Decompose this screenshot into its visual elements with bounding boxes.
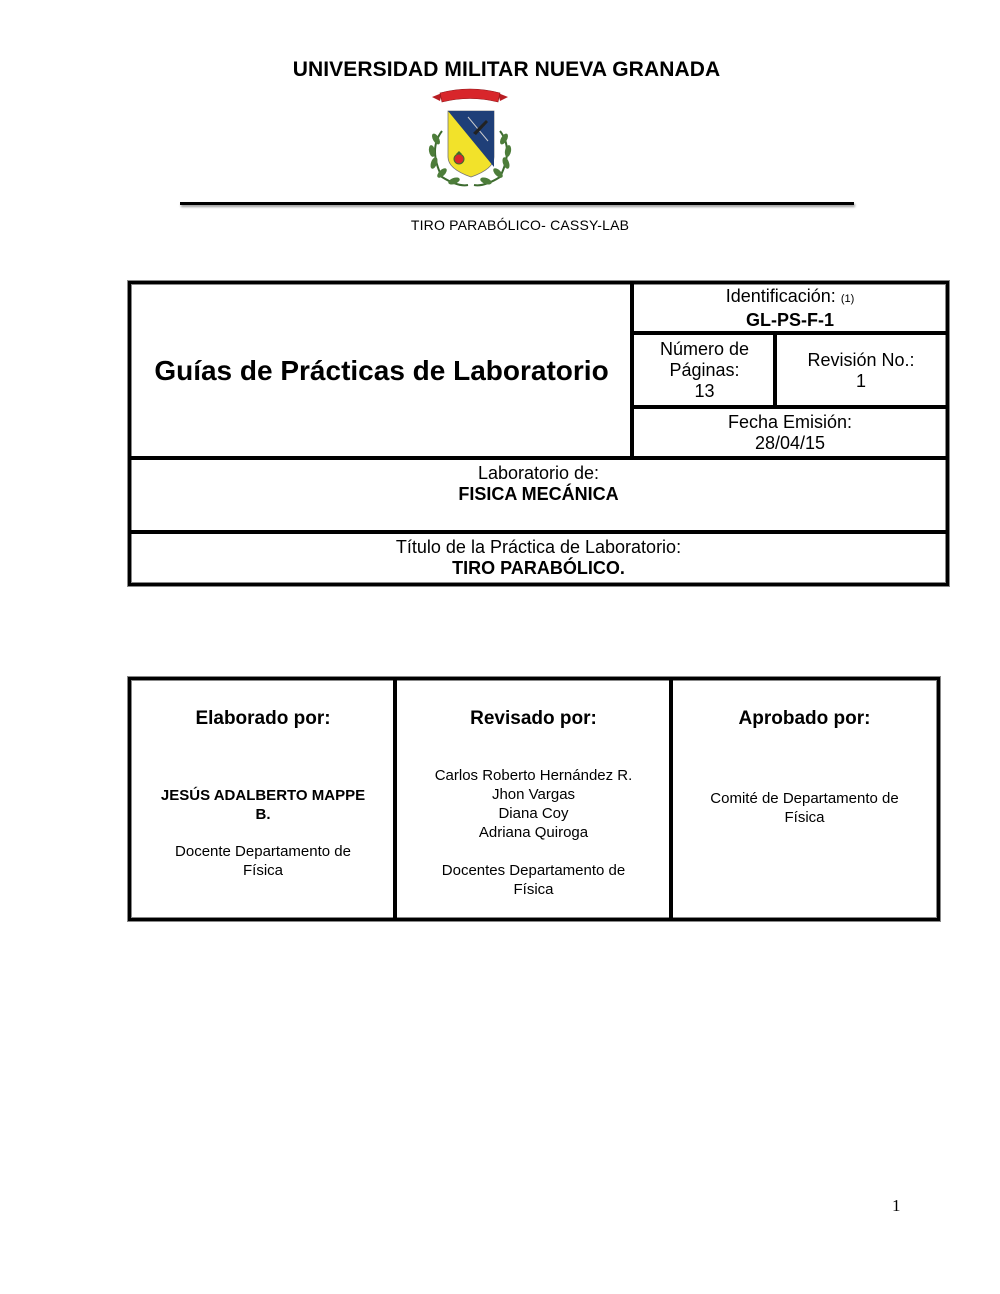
revisado-role-line2: Física <box>513 881 554 898</box>
divider <box>773 335 777 407</box>
aprobado-heading: Aprobado por: <box>738 708 871 729</box>
fecha-label: Fecha Emisión: <box>727 412 853 432</box>
elaborado-name-line1: JESÚS ADALBERTO MAPPE <box>160 787 366 804</box>
divider <box>630 284 634 458</box>
revision-cell <box>778 336 944 405</box>
main-title-cell <box>133 286 630 456</box>
revisado-name: Carlos Roberto Hernández R. <box>434 767 633 784</box>
revisado-name: Diana Coy <box>498 805 569 822</box>
divider <box>669 680 673 918</box>
laboratorio-cell <box>133 461 944 530</box>
elaborado-cell <box>133 682 393 916</box>
header-divider <box>180 202 854 205</box>
divider <box>393 680 397 918</box>
elaborado-name-line2: B. <box>255 806 271 823</box>
paginas-label-line1: Número de <box>659 339 750 359</box>
revisado-name: Adriana Quiroga <box>478 824 589 841</box>
identificacion-label: Identificación: <box>725 286 836 306</box>
identificacion-value: GL-PS-F-1 <box>746 310 834 330</box>
fecha-cell <box>636 410 944 456</box>
titulo-label: Título de la Práctica de Laboratorio: <box>395 537 682 557</box>
paginas-value: 13 <box>694 381 715 401</box>
elaborado-role-line1: Docente Departamento de <box>175 843 351 860</box>
identificacion-cell <box>636 286 944 331</box>
aprobado-role-line1: Comité de Departamento de <box>710 790 899 807</box>
titulo-cell <box>133 535 944 581</box>
revisado-heading: Revisado por: <box>470 708 597 729</box>
aprobado-cell <box>674 682 935 916</box>
elaborado-role-line2: Física <box>242 862 283 879</box>
university-title: UNIVERSIDAD MILITAR NUEVA GRANADA <box>292 58 721 81</box>
revision-label: Revisión No.: <box>807 349 915 370</box>
identificacion-note: (1) <box>840 293 855 305</box>
divider <box>131 530 946 534</box>
aprobado-role-line2: Física <box>784 809 825 826</box>
document-subheader: TIRO PARABÓLICO- CASSY-LAB <box>410 217 630 233</box>
laboratorio-label: Laboratorio de: <box>477 463 600 483</box>
revisado-cell <box>398 682 669 916</box>
main-title: Guías de Prácticas de Laboratorio <box>154 355 609 386</box>
divider <box>131 456 946 460</box>
titulo-value: TIRO PARABÓLICO. <box>452 558 625 578</box>
university-coat-of-arms-icon <box>418 87 522 191</box>
divider <box>634 405 946 409</box>
paginas-label-line2: Páginas: <box>669 360 740 380</box>
fecha-value: 28/04/15 <box>754 433 826 453</box>
paginas-cell <box>636 336 773 405</box>
revisado-role-line1: Docentes Departamento de <box>441 862 626 879</box>
elaborado-heading: Elaborado por: <box>195 708 331 729</box>
revision-value: 1 <box>855 370 866 391</box>
revisado-name: Jhon Vargas <box>491 786 576 803</box>
laboratorio-value: FISICA MECÁNICA <box>458 484 619 504</box>
page-number: 1 <box>892 1196 901 1215</box>
divider <box>634 331 946 335</box>
